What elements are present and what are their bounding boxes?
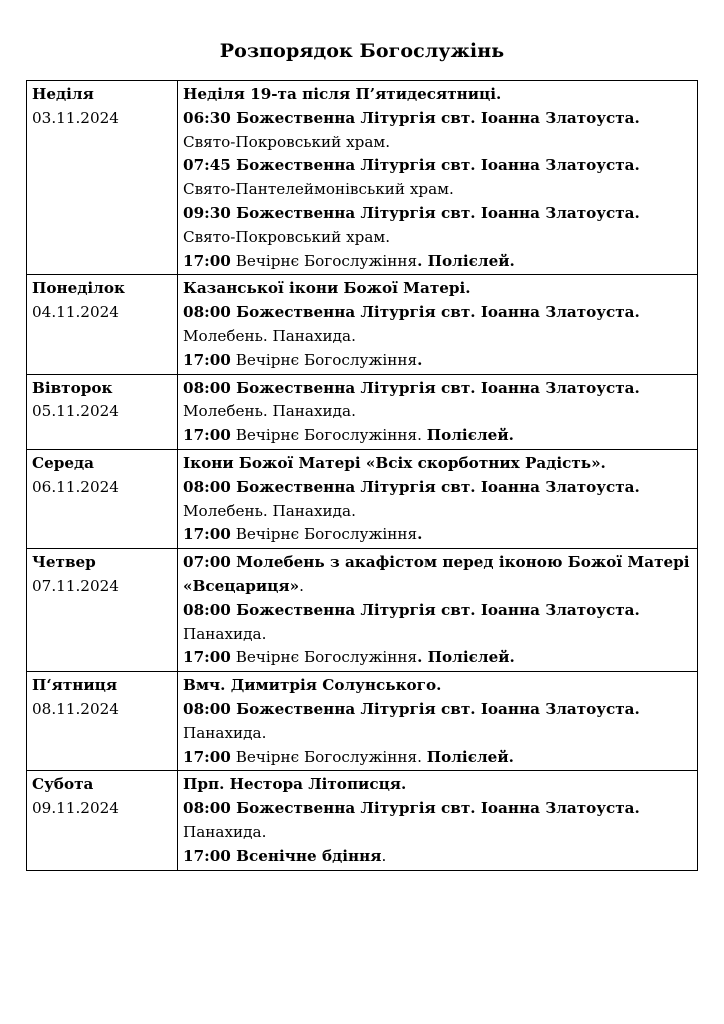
services-cell <box>178 275 698 374</box>
day-cell <box>27 549 178 672</box>
service-text: 08:00 Божественна Літургія свт. Іоанна Златоуста. <box>183 477 640 496</box>
day-name: Середа <box>32 453 94 472</box>
service-line <box>183 821 693 845</box>
service-line <box>183 452 693 476</box>
day-cell <box>27 275 178 374</box>
day-date: 04.11.2024 <box>32 303 119 322</box>
schedule-row <box>27 81 698 275</box>
service-line <box>183 277 693 301</box>
service-text: Ікони Божої Матері «Всіх скорботних Радість». <box>183 453 606 472</box>
day-cell <box>27 771 178 870</box>
service-text: Панахида. <box>183 723 267 742</box>
service-text: Полієлей. <box>426 426 514 445</box>
service-text: Вечірнє Богослужіння. <box>230 426 427 445</box>
service-text: 17:00 <box>183 747 231 766</box>
service-line <box>183 845 693 869</box>
service-text: 08:00 Божественна Літургія свт. Іоанна Златоуста. <box>183 378 640 397</box>
service-text: 08:00 Божественна Літургія свт. Іоанна Златоуста. <box>183 303 640 322</box>
service-text: . Полієлей. <box>417 648 515 667</box>
service-text: 17:00 Всенічне бдіння <box>183 846 382 865</box>
service-text: . <box>417 525 423 544</box>
service-line <box>183 599 693 623</box>
service-text: 08:00 Божественна Літургія свт. Іоанна Златоуста. <box>183 600 640 619</box>
service-text: 07:45 Божественна Літургія свт. Іоанна Златоуста. <box>183 156 640 175</box>
service-line <box>183 722 693 746</box>
service-text: Панахида. <box>183 624 267 643</box>
service-text: 08:00 Божественна Літургія свт. Іоанна Златоуста. <box>183 699 640 718</box>
service-line <box>183 377 693 401</box>
service-text: Вечірнє Богослужіння <box>230 648 418 667</box>
day-date: 09.11.2024 <box>32 799 119 818</box>
service-text: Казанської ікони Божої Матері. <box>183 279 471 298</box>
page-title: Розпорядок Богослужінь <box>219 40 505 62</box>
service-line <box>183 476 693 500</box>
service-line <box>183 250 693 274</box>
service-line <box>183 623 693 647</box>
service-line <box>183 154 693 178</box>
service-text: Прп. Нестора Літописця. <box>183 775 407 794</box>
service-line <box>183 178 693 202</box>
service-line <box>183 646 693 670</box>
schedule-table <box>26 80 698 871</box>
service-line <box>183 698 693 722</box>
day-name: Понеділок <box>32 279 125 298</box>
service-line <box>183 523 693 547</box>
service-text: Свято-Покровський храм. <box>183 132 391 151</box>
service-line <box>183 131 693 155</box>
service-line <box>183 773 693 797</box>
day-date: 07.11.2024 <box>32 576 119 595</box>
service-text: 07:00 Молебень з акафістом перед іконою Божої Матері «Всецариця» <box>183 553 690 595</box>
service-text: Неділя 19-та після П’ятидесятниці. <box>183 85 502 103</box>
service-text: 17:00 <box>183 525 231 544</box>
service-text: . <box>381 846 387 865</box>
service-text: 09:30 Божественна Літургія свт. Іоанна Златоуста. <box>183 203 640 222</box>
service-text: . Полієлей. <box>417 251 515 270</box>
schedule-row <box>27 374 698 449</box>
service-text: 17:00 <box>183 251 231 270</box>
day-cell <box>27 81 178 275</box>
service-text: Молебень. Панахида. <box>183 326 356 345</box>
day-cell <box>27 672 178 771</box>
day-name: Неділя <box>32 85 94 103</box>
service-text: Вечірнє Богослужіння <box>230 350 418 369</box>
day-cell <box>27 374 178 449</box>
service-line <box>183 551 693 599</box>
service-text: . <box>299 576 304 595</box>
day-name: Вівторок <box>32 378 113 397</box>
service-line <box>183 797 693 821</box>
service-text: Полієлей. <box>426 747 514 766</box>
day-date: 03.11.2024 <box>32 108 119 127</box>
service-text: 17:00 <box>183 648 231 667</box>
schedule-row <box>27 275 698 374</box>
day-date: 05.11.2024 <box>32 402 119 421</box>
service-text: 17:00 <box>183 350 231 369</box>
service-line <box>183 202 693 226</box>
service-text: Свято-Пантелеймонівський храм. <box>183 180 454 199</box>
service-line <box>183 107 693 131</box>
service-line <box>183 424 693 448</box>
service-text: Вмч. Димитрія Солунського. <box>183 676 442 695</box>
day-cell <box>27 449 178 548</box>
service-line <box>183 746 693 770</box>
service-text: Молебень. Панахида. <box>183 402 356 421</box>
service-text: Молебень. Панахида. <box>183 501 356 520</box>
service-text: . <box>417 350 423 369</box>
service-line <box>183 674 693 698</box>
service-text: 06:30 Божественна Літургія свт. Іоанна Златоуста. <box>183 108 640 127</box>
service-line <box>183 349 693 373</box>
service-text: Панахида. <box>183 822 267 841</box>
service-text: Свято-Покровський храм. <box>183 227 391 246</box>
schedule-row <box>27 549 698 672</box>
services-cell <box>178 449 698 548</box>
service-text: Вечірнє Богослужіння <box>230 251 418 270</box>
services-cell <box>178 771 698 870</box>
schedule-row <box>27 449 698 548</box>
service-line <box>183 226 693 250</box>
service-text: Вечірнє Богослужіння. <box>230 747 427 766</box>
services-cell <box>178 374 698 449</box>
service-line <box>183 301 693 325</box>
service-text: 17:00 <box>183 426 231 445</box>
day-date: 06.11.2024 <box>32 477 119 496</box>
schedule-row <box>27 672 698 771</box>
day-name: П‘ятниця <box>32 676 118 695</box>
schedule-row <box>27 771 698 870</box>
services-cell <box>178 81 698 275</box>
service-text: Вечірнє Богослужіння <box>230 525 418 544</box>
day-name: Четвер <box>32 553 96 572</box>
day-name: Субота <box>32 775 94 794</box>
service-line <box>183 500 693 524</box>
day-date: 08.11.2024 <box>32 699 119 718</box>
service-line <box>183 325 693 349</box>
service-text: 08:00 Божественна Літургія свт. Іоанна Златоуста. <box>183 799 640 818</box>
service-line <box>183 400 693 424</box>
services-cell <box>178 549 698 672</box>
schedule-table-body <box>27 81 698 871</box>
service-line <box>183 83 693 107</box>
services-cell <box>178 672 698 771</box>
